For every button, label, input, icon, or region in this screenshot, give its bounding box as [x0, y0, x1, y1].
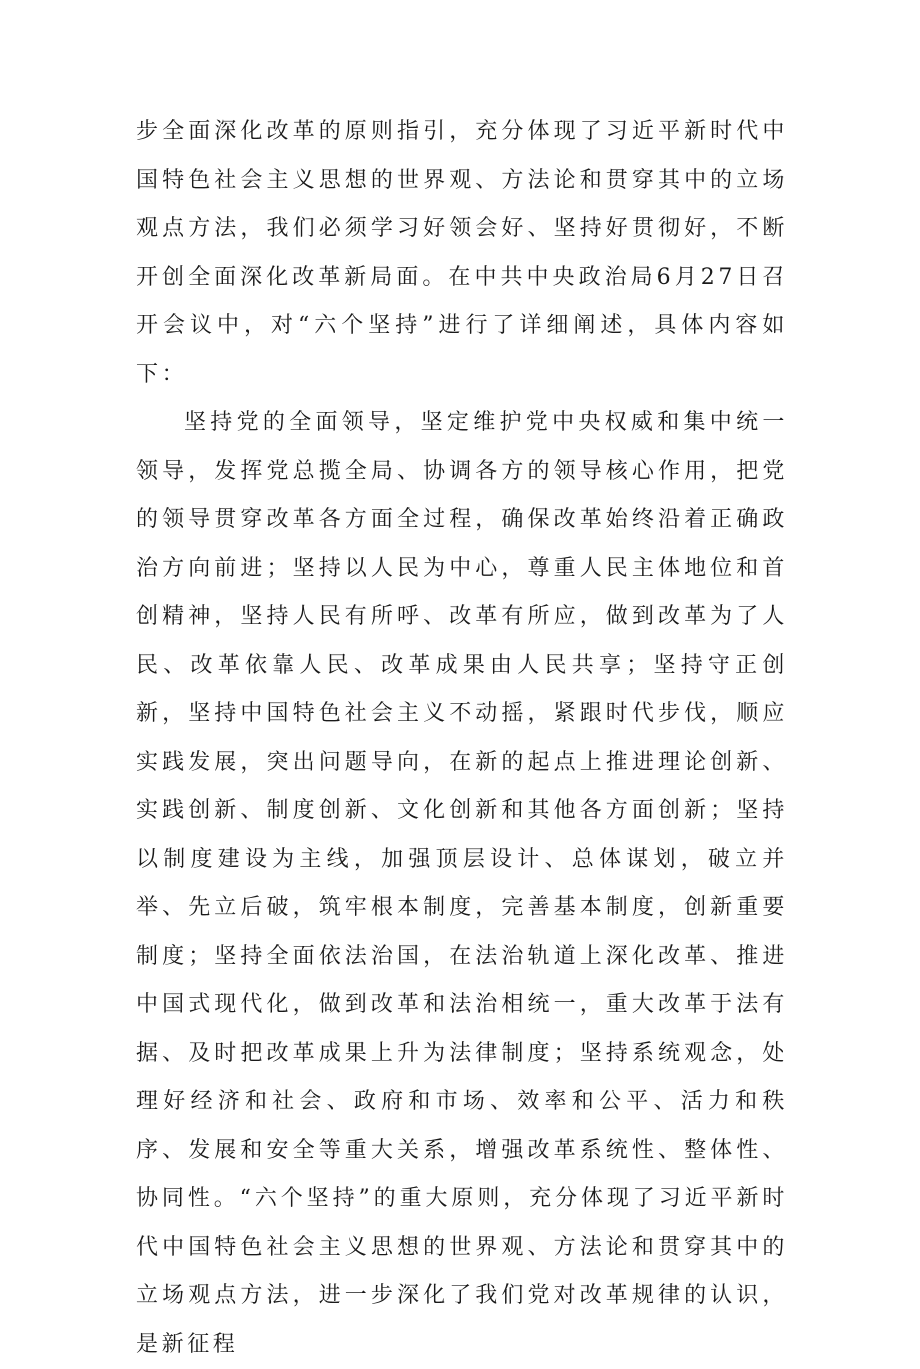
document-body: [136, 108, 788, 1369]
paragraph-intro: 步全面深化改革的原则指引，充分体现了习近平新时代中国特色社会主义思想的世界观、方法论和贯穿其中的立场观点方法，我们必须学习好领会好、坚持好贯彻好，不断开创全面深化改革新局面。在中共中央政治局6月27日召开会议中，对“六个坚持”进行了详细阐述，具体内容如下：: [136, 119, 788, 387]
paragraph-six-principles: 坚持党的全面领导，坚定维护党中央权威和集中统一领导，发挥党总揽全局、协调各方的领导核心作用，把党的领导贯穿改革各方面全过程，确保改革始终沿着正确政治方向前进；坚持以人民为中心，尊重人民主体地位和首创精神，坚持人民有所呼、改革有所应，做到改革为了人民、改革依靠人民、改革成果由人民共享；坚持守正创新，坚持中国特色社会主义不动摇，紧跟时代步伐，顺应实践发展，突出问题导向，在新的起点上推进理论创新、实践创新、制度创新、文化创新和其他各方面创新；坚持以制度建设为主线，加强顶层设计、总体谋划，破立并举、先立后破，筑牢根本制度，完善基本制度，创新重要制度；坚持全面依法治国，在法治轨道上深化改革、推进中国式现代化，做到改革和法治相统一，重大改革于法有据、及时把改革成果上升为法律制度；坚持系统观念，处理好经济和社会、政府和市场、效率和公平、活力和秩序、发展和安全等重大关系，增强改革系统性、整体性、协同性。“六个坚持”的重大原则，充分体现了习近平新时代中国特色社会主义思想的世界观、方法论和贯穿其中的立场观点方法，进一步深化了我们党对改革规律的认识，是新征程: [136, 410, 788, 1357]
